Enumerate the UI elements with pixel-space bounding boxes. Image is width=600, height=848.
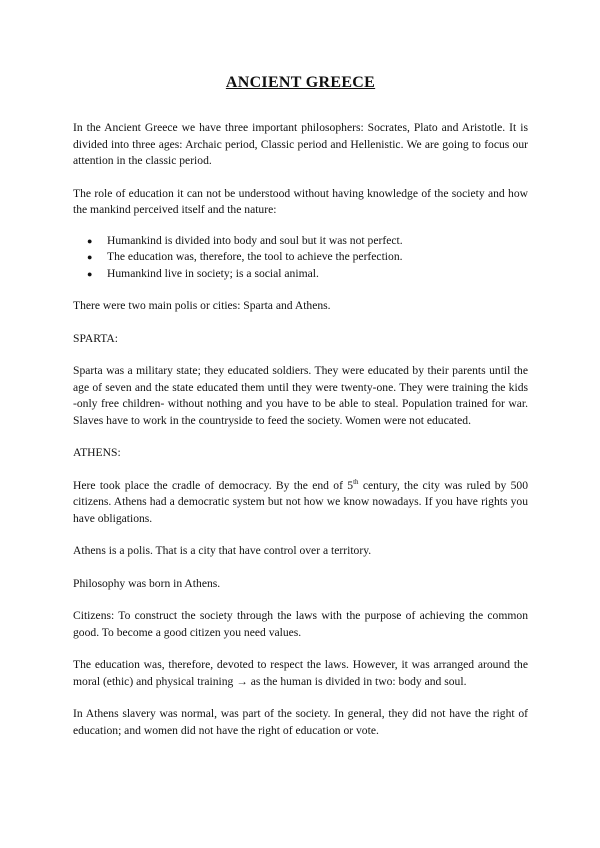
athens-citizens-paragraph: Citizens: To construct the society through the laws with the purpose of achieving the common good. To become a good citizen you need values. xyxy=(73,609,528,639)
athens-philosophy-paragraph: Philosophy was born in Athens. xyxy=(73,576,221,590)
intro-paragraph: In the Ancient Greece we have three important philosophers: Socrates, Plato and Aristotle. It is divided into three ages: Archaic period, Classic period and Hellenistic. We are going to focus our attention in the classic period. xyxy=(73,121,528,167)
bullet-icon: ● xyxy=(87,252,93,262)
sparta-paragraph: Sparta was a military state; they educated soldiers. They were educated by their parents until the age of seven and the state educated them until they were twenty-one. They were training the kids -only free children- without nothing and you have to be able to steal. Population trained for war. Slaves have to work in the countryside to feed the society. Women were not educated. xyxy=(73,364,528,427)
sparta-heading: SPARTA: xyxy=(73,331,118,345)
bullet-icon: ● xyxy=(87,235,93,246)
document-title: ANCIENT GREECE xyxy=(225,74,376,91)
bullet-list xyxy=(73,233,528,283)
education-role-paragraph: The role of education it can not be understood without having knowledge of the society and how the mankind perceived itself and the nature: xyxy=(73,186,528,216)
athens-slavery-paragraph: In Athens slavery was normal, was part of the society. In general, they did not have the right of education; and women did not have the right of education or vote. xyxy=(73,707,528,737)
bullet-icon: ● xyxy=(87,268,93,279)
list-item: ● Humankind is divided into body and soul but it was not perfect. xyxy=(73,233,528,250)
list-item: ● The education was, therefore, the tool to achieve the perfection. xyxy=(73,249,528,266)
athens-polis-paragraph: Athens is a polis. That is a city that have control over a territory. xyxy=(73,544,372,557)
athens-democracy-paragraph: Here took place the cradle of democracy. By the end of 5th century, the city was ruled by 500 citizens. Athens had a democratic system but not how we know nowadays. If you have rights you have obligations. xyxy=(73,477,528,525)
athens-heading: ATHENS: xyxy=(73,446,121,459)
list-item: ● Humankind live in society; is a social animal. xyxy=(73,266,528,283)
athens-education-paragraph: The education was, therefore, devoted to respect the laws. However, it was arranged around the moral (ethic) and physical training → as the human is divided in two: body and soul. xyxy=(73,658,528,688)
polis-intro-paragraph: There were two main polis or cities: Sparta and Athens. xyxy=(73,299,331,312)
document-page xyxy=(73,74,528,755)
